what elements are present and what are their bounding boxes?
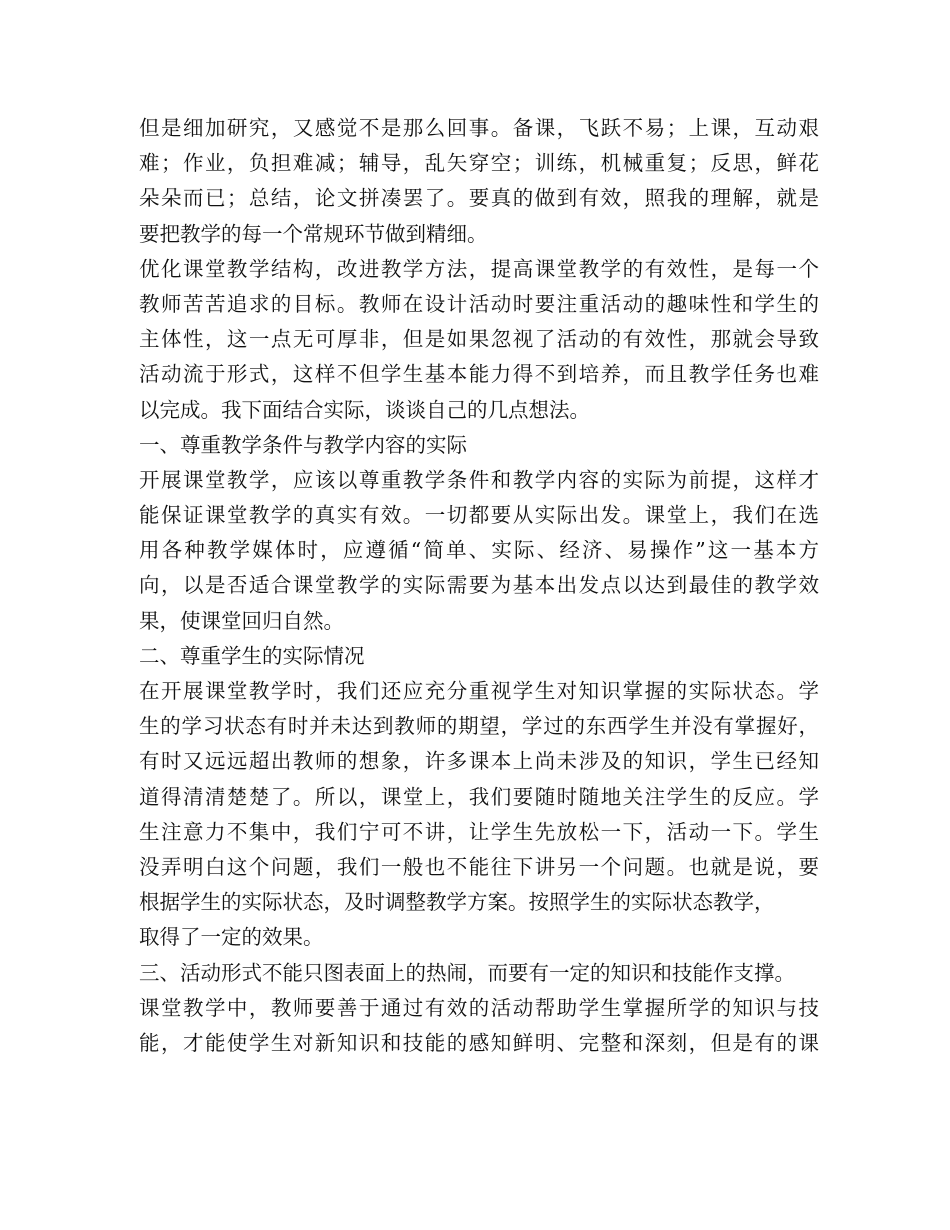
text-line: 道得清清楚楚了。所以，课堂上，我们要随时随地关注学生的反应。学 [139, 784, 819, 809]
text-line: 向，以是否适合课堂教学的实际需要为基本出发点以达到最佳的教学效 [139, 573, 819, 598]
text-line: 根据学生的实际状态，及时调整教学方案。按照学生的实际状态教学， [139, 890, 775, 915]
text-line: 取得了一定的效果。 [139, 925, 324, 950]
text-line: 以完成。我下面结合实际，谈谈自己的几点想法。 [139, 397, 590, 422]
text-line: 要把教学的每一个常规环节做到精细。 [139, 221, 488, 246]
text-line: 主体性，这一点无可厚非，但是如果忽视了活动的有效性，那就会导致 [139, 327, 819, 352]
text-line: 在开展课堂教学时，我们还应充分重视学生对知识掌握的实际状态。学 [139, 679, 819, 703]
text-line: 教师苦苦追求的目标。教师在设计活动时要注重活动的趣味性和学生的 [139, 291, 819, 316]
text-line: 能保证课堂教学的真实有效。一切都要从实际出发。课堂上，我们在选 [139, 503, 819, 528]
text-line: 开展课堂教学，应该以尊重教学条件和教学内容的实际为前提，这样才 [139, 467, 819, 492]
text-line: 用各种教学媒体时，应遵循“简单、实际、经济、易操作”这一基本方 [139, 538, 819, 563]
text-line: 优化课堂教学结构，改进教学方法，提高课堂教学的有效性，是每一个 [139, 256, 819, 281]
text-line: 没弄明白这个问题，我们一般也不能往下讲另一个问题。也就是说，要 [139, 854, 819, 879]
text-line: 能，才能使学生对新知识和技能的感知鲜明、完整和深刻，但是有的课 [139, 1030, 819, 1055]
section-heading: 三、活动形式不能只图表面上的热闹，而要有一定的知识和技能作支撑。 [139, 960, 795, 985]
text-line: 生注意力不集中，我们宁可不讲，让学生先放松一下，活动一下。学生 [139, 819, 819, 844]
document-body [139, 111, 819, 1061]
text-line: 活动流于形式，这样不但学生基本能力得不到培养，而且教学任务也难 [139, 362, 819, 387]
text-line: 果，使课堂回归自然。 [139, 608, 344, 633]
text-line: 但是细加研究，又感觉不是那么回事。备课，飞跃不易；上课，互动艰 [139, 116, 819, 140]
section-heading: 二、尊重学生的实际情况 [139, 643, 365, 668]
text-line: 难；作业，负担难减；辅导，乱矢穿空；训练，机械重复；反思，鲜花 [139, 151, 819, 176]
text-line: 朵朵而已；总结，论文拼凑罢了。要真的做到有效，照我的理解，就是 [139, 186, 819, 211]
section-heading: 一、尊重教学条件与教学内容的实际 [139, 432, 467, 457]
text-line: 课堂教学中，教师要善于通过有效的活动帮助学生掌握所学的知识与技 [139, 995, 819, 1020]
text-line: 生的学习状态有时并未达到教师的期望，学过的东西学生并没有掌握好， [139, 714, 819, 739]
text-line: 有时又远远超出教师的想象，许多课本上尚未涉及的知识，学生已经知 [139, 749, 819, 774]
